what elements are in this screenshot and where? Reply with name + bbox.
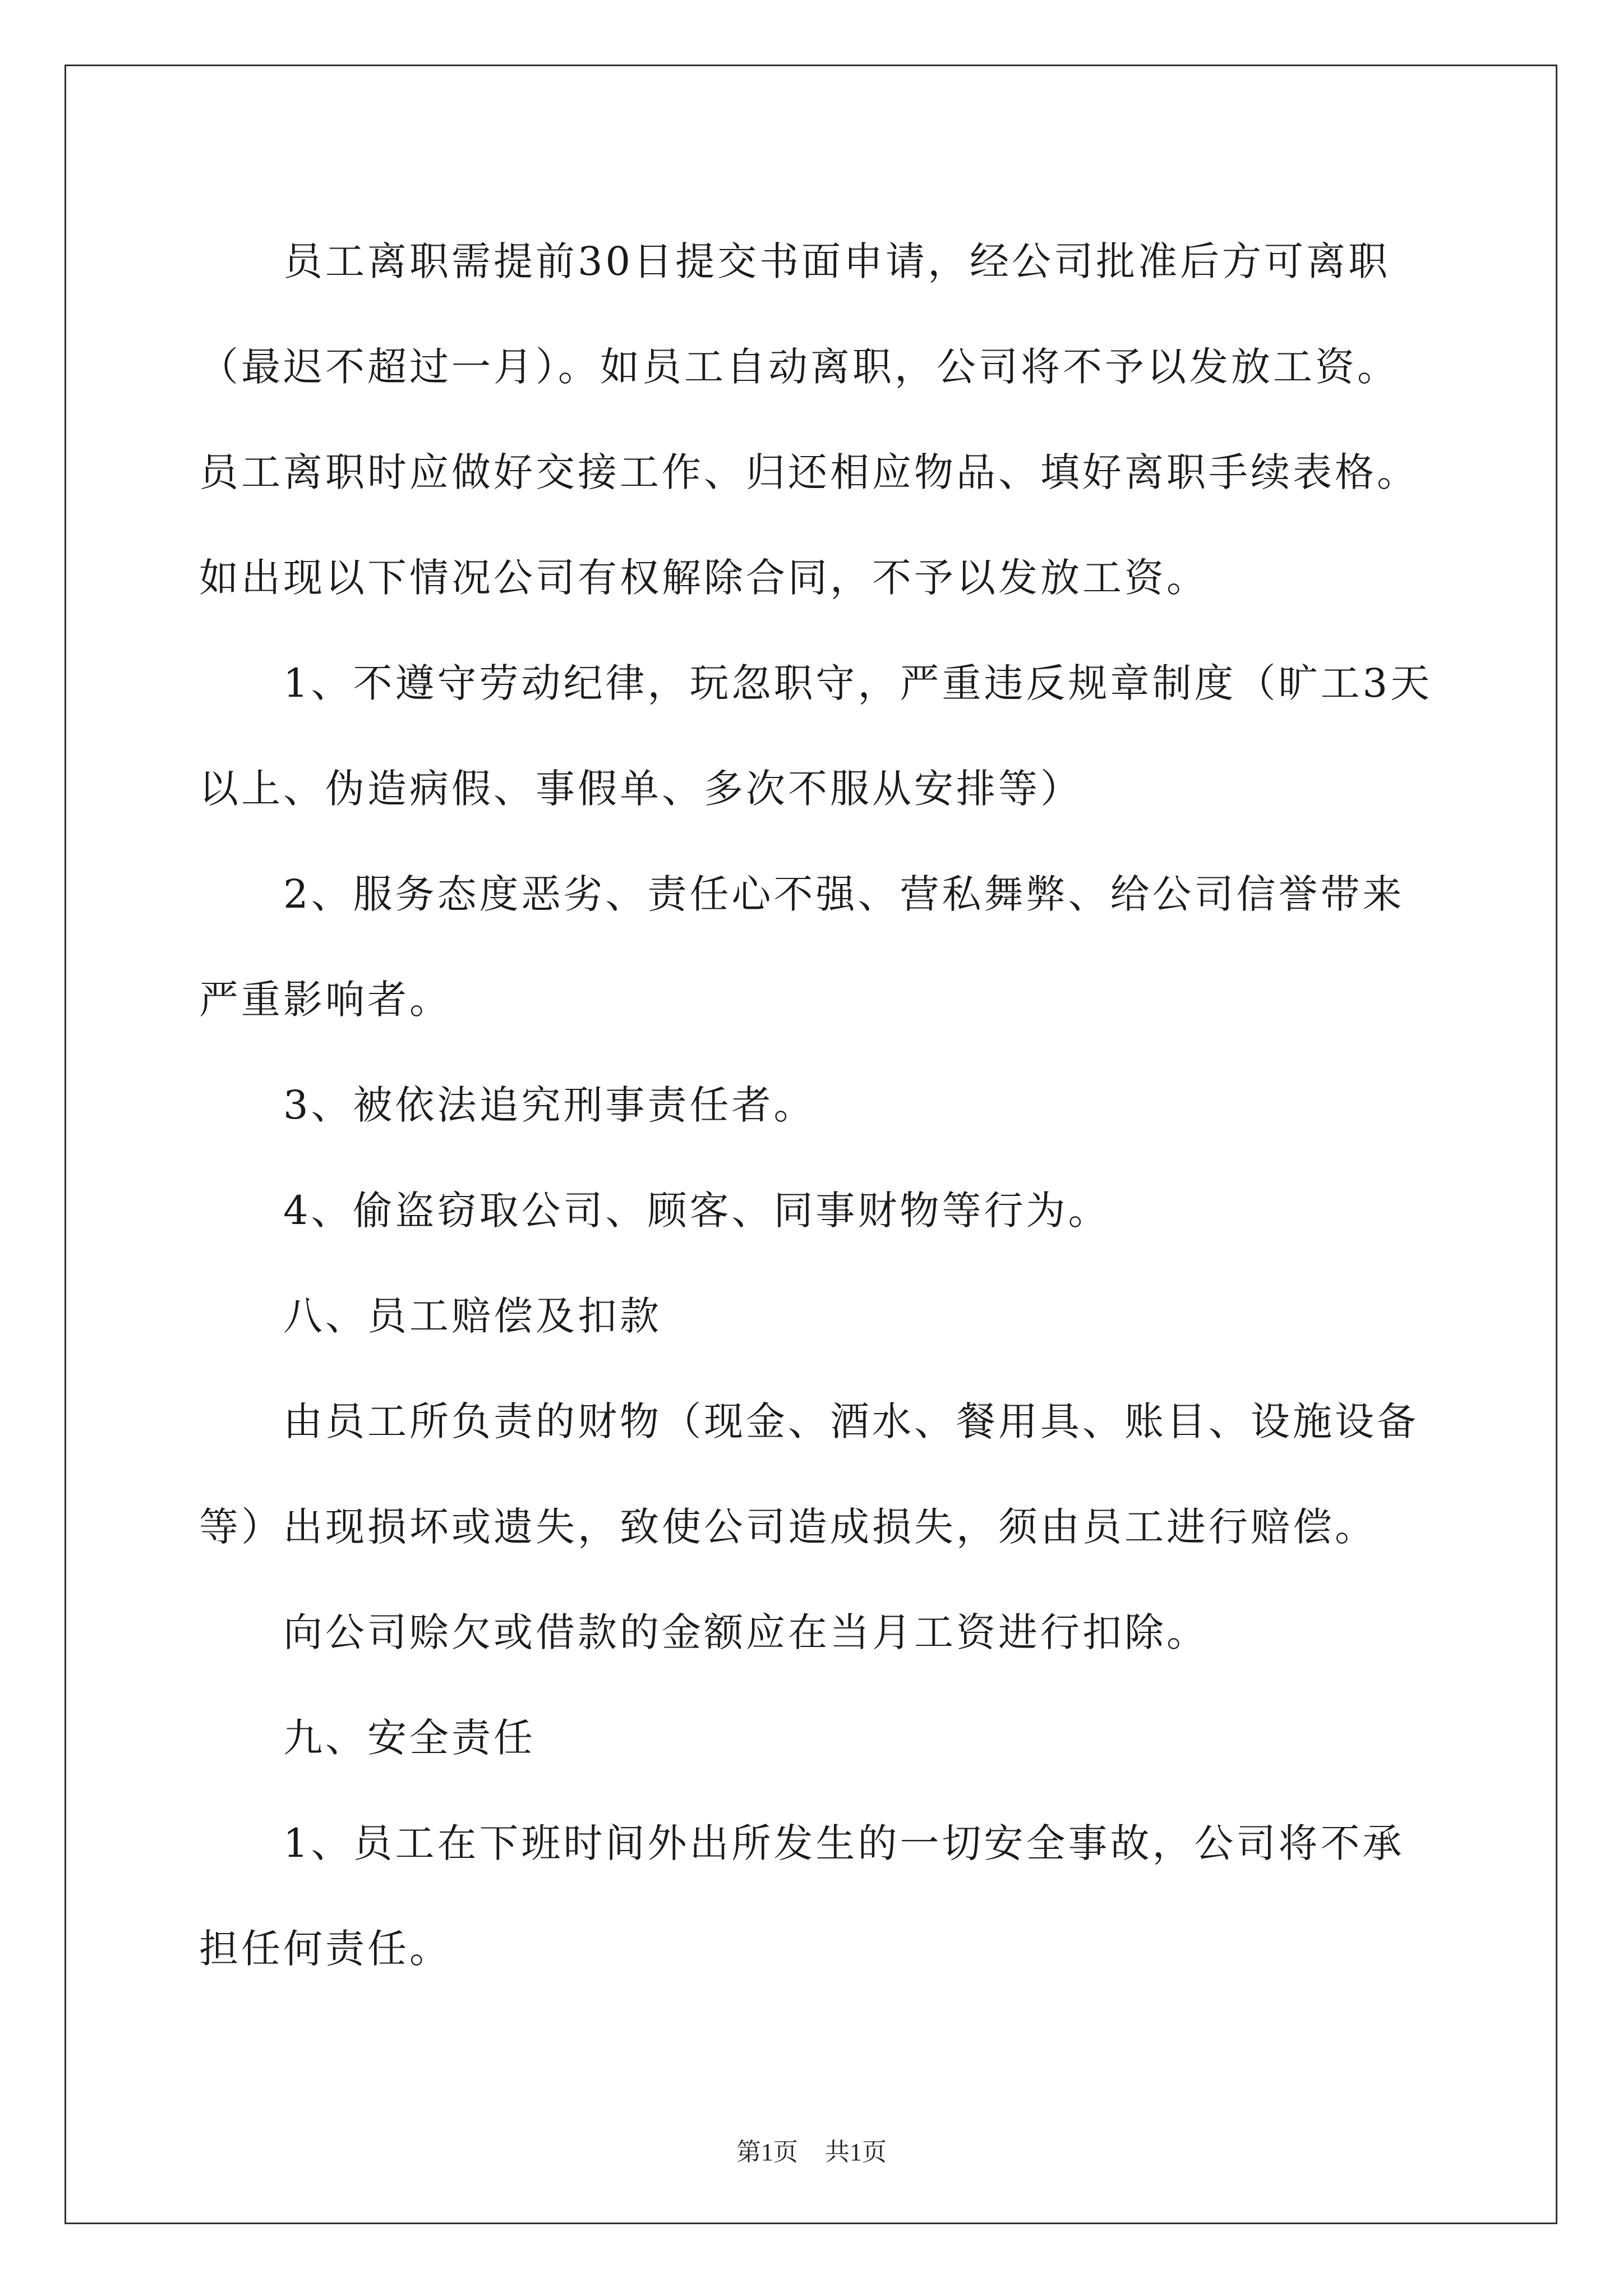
- paragraph-item-2: 2、服务态度恶劣、责任心不强、营私舞弊、给公司信誉带来严重影响者。: [199, 871, 1405, 1023]
- paragraph-compensation: 由员工所负责的财物（现金、酒水、餐用具、账目、设施设备等）出现损坏或遗失，致使公司造成损失，须由员工进行赔偿。: [199, 1398, 1419, 1550]
- page-number-total: 共1页: [825, 2138, 887, 2166]
- paragraph-item-3: 3、被依法追究刑事责任者。: [283, 1082, 816, 1128]
- paragraph-item-1: 1、不遵守劳动纪律，玩忽职守，严重违反规章制度（旷工3天以上、伪造病假、事假单、多次不服从安排等）: [199, 660, 1433, 812]
- page-number-current: 第1页: [736, 2138, 798, 2166]
- document-body: [199, 209, 1433, 2001]
- paragraph-resignation: 员工离职需提前30日提交书面申请，经公司批准后方可离职（最迟不超过一月）。如员工自动离职，公司将不予以发放工资。员工离职时应做好交接工作、归还相应物品、填好离职手续表格。如出现以下情况公司有权解除合同，不予以发放工资。: [199, 238, 1419, 601]
- section-heading-compensation: 八、员工赔偿及扣款: [283, 1293, 662, 1339]
- section-heading-safety: 九、安全责任: [283, 1715, 536, 1761]
- paragraph-item-4: 4、偷盗窃取公司、顾客、同事财物等行为。: [283, 1188, 1110, 1234]
- page-footer: [0, 2132, 1623, 2168]
- paragraph-safety-item-1: 1、员工在下班时间外出所发生的一切安全事故，公司将不承担任何责任。: [199, 1820, 1405, 1972]
- paragraph-deduction: 向公司赊欠或借款的金额应在当月工资进行扣除。: [283, 1609, 1209, 1655]
